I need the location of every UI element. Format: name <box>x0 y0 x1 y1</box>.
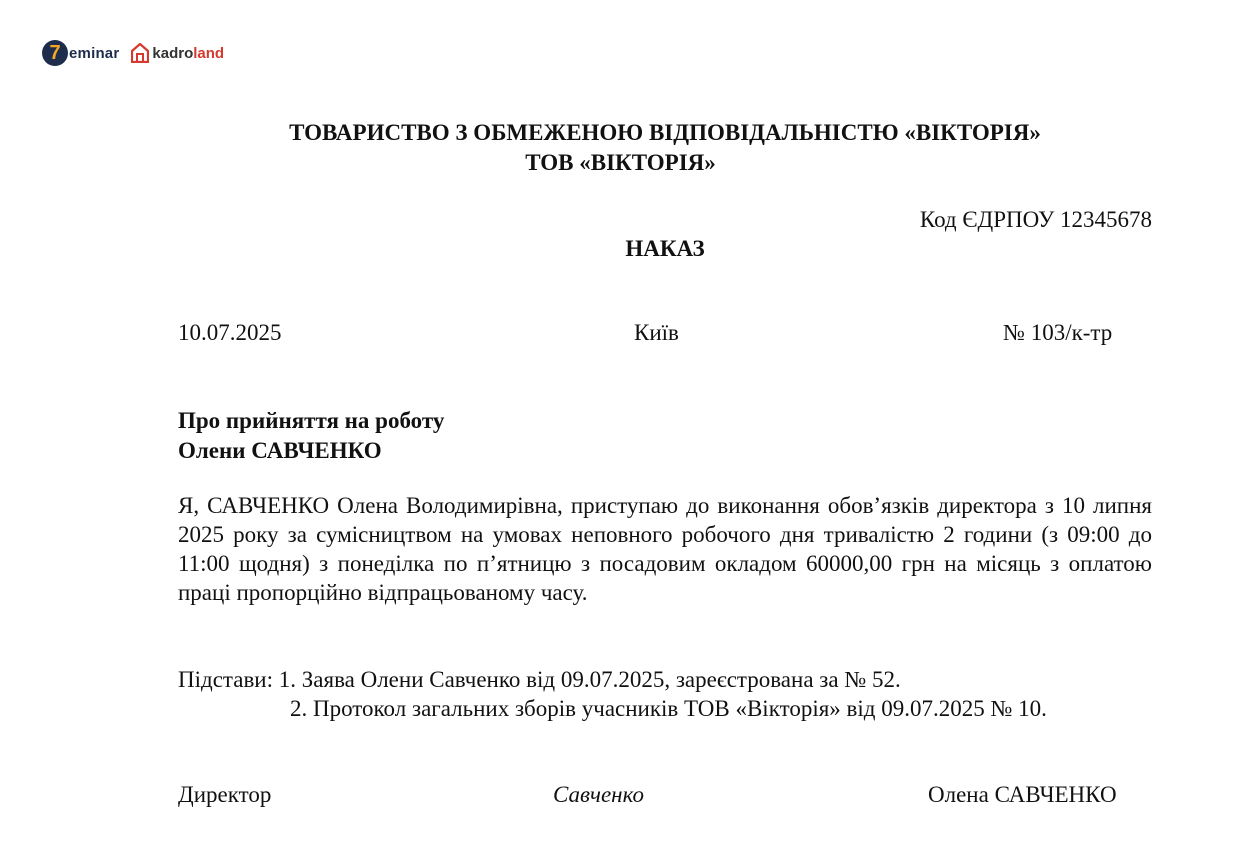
seminar-logo-word: eminar <box>69 44 120 62</box>
signatory-position: Директор <box>178 782 272 807</box>
order-title: НАКАЗ <box>625 236 705 261</box>
grounds-item-2: 2. Протокол загальних зборів учасників ТОВ «Вікторія» від 09.07.2025 № 10. <box>290 696 1047 721</box>
signature-handwritten: Савченко <box>553 782 644 807</box>
order-city: Київ <box>634 320 679 345</box>
order-subject-line-2: Олени САВЧЕНКО <box>178 438 382 463</box>
grounds-item-1: Підстави: 1. Заява Олени Савченко від 09.07.2025, зареєстрована за № 52. <box>178 667 901 692</box>
order-body-text: Я, САВЧЕНКО Олена Володимирівна, приступаю до виконання обов’язків директора з 10 липня 2025 року за сумісництвом на умовах неповного робочого дня тривалістю 2 години (з 09:00 до 11:00 щодня) з понеділка по п’ятницю з посадовим окладом 60000,00 грн на місяць з оплатою праці пропорційно відпрацьованому часу. <box>178 493 1152 605</box>
signatory-name: Олена САВЧЕНКО <box>928 782 1117 807</box>
kadroland-logo <box>131 43 224 63</box>
kadroland-logo-word: kadroland <box>152 44 225 62</box>
logos <box>42 38 224 68</box>
order-number: № 103/к-тр <box>1003 320 1113 345</box>
order-date: 10.07.2025 <box>178 320 282 345</box>
kadroland-house-icon <box>131 43 149 63</box>
organization-full-name: ТОВАРИСТВО З ОБМЕЖЕНОЮ ВІДПОВІДАЛЬНІСТЮ «ВІКТОРІЯ» <box>289 120 1041 145</box>
order-subject-line-1: Про прийняття на роботу <box>178 408 445 433</box>
seminar-logo-badge: 7 <box>42 40 68 66</box>
edrpou-code: Код ЄДРПОУ 12345678 <box>919 207 1152 232</box>
organization-short-name: ТОВ «ВІКТОРІЯ» <box>525 150 716 175</box>
seminar-logo <box>42 40 119 66</box>
